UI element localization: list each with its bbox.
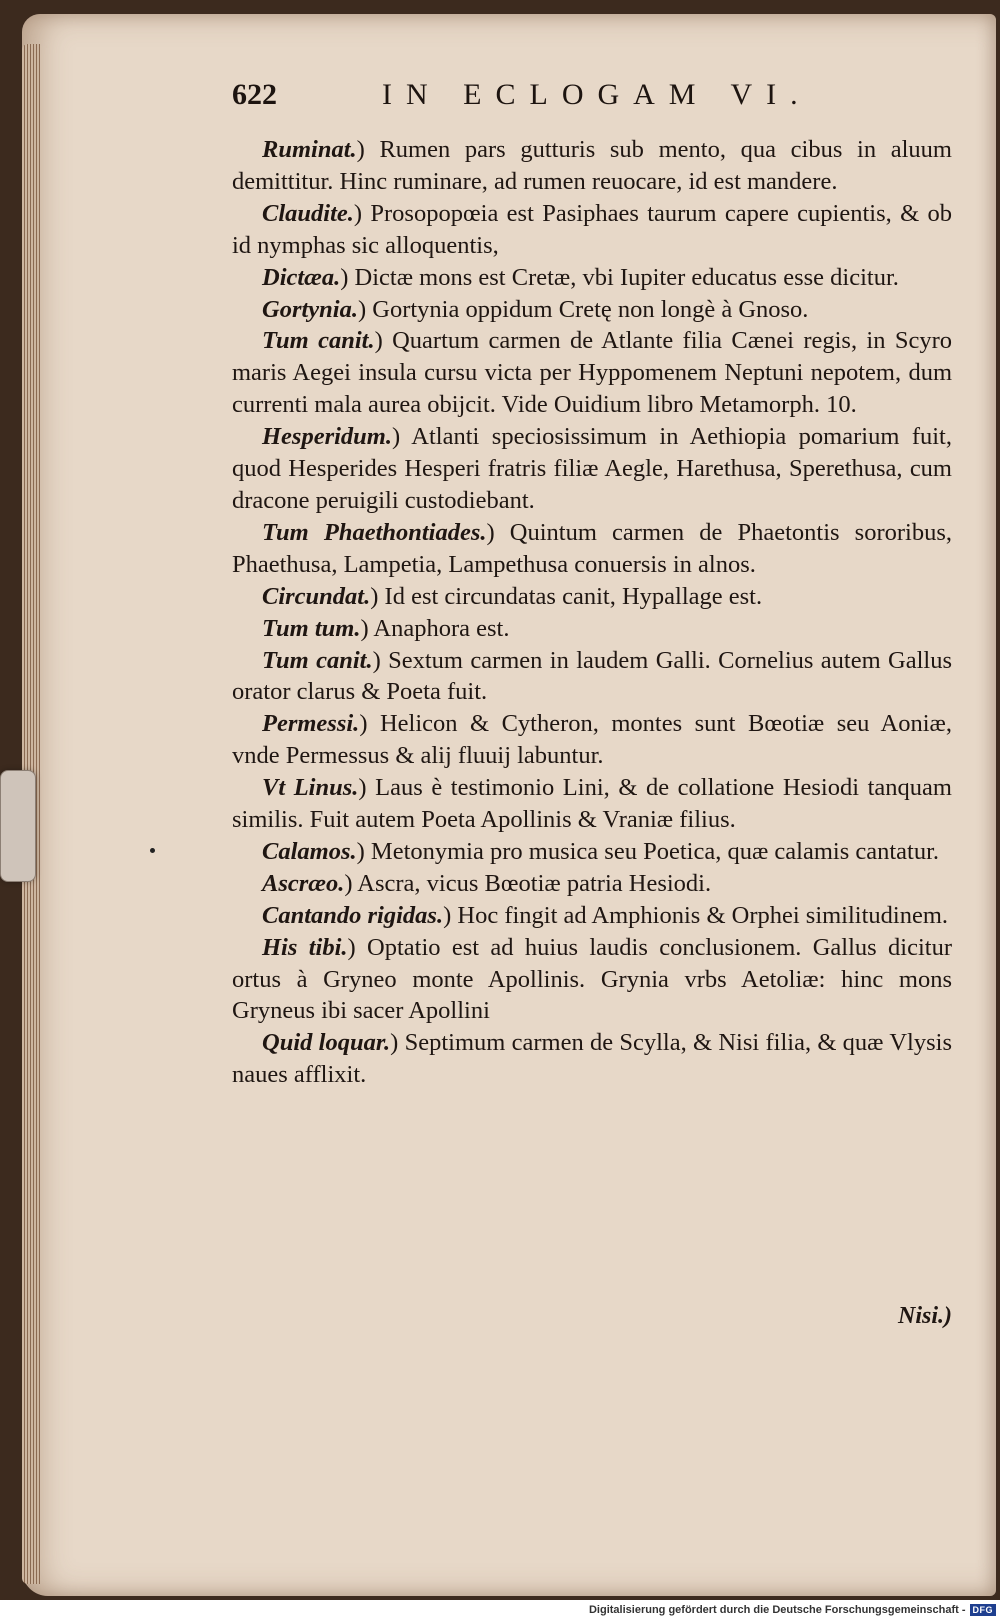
commentary-entry (232, 421, 952, 517)
entry-text: ) Helicon & Cytheron, montes sunt Bœotiæ seu Aoniæ, vnde Permessus & alij fluuij labuntur. (232, 710, 952, 770)
commentary-entry (232, 517, 952, 581)
entry-text: ) Gortynia oppidum Cretę non longè à Gnoso. (357, 295, 809, 323)
commentary-entry (232, 581, 952, 613)
entry-lemma: Gortynia. (262, 295, 358, 323)
entry-text: ) Anaphora est. (360, 614, 510, 642)
commentary-entry (232, 262, 952, 294)
entry-text: ) Quintum carmen de Phaetontis sororibus, Phaethusa, Lampetia, Lampethusa conuersis in alnos. (232, 518, 952, 578)
entry-lemma: Tum canit. (262, 327, 375, 355)
catchword: Nisi.) (898, 1303, 952, 1329)
entry-lemma: Cantando rigidas. (262, 901, 444, 929)
commentary-entry (232, 645, 952, 709)
commentary-entry (232, 932, 952, 1028)
dfg-logo: DFG (970, 1604, 997, 1616)
entry-lemma: Quid loquar. (262, 1029, 391, 1057)
commentary-entry (232, 708, 952, 772)
page-number: 622 (232, 78, 277, 111)
entry-lemma: Claudite. (262, 199, 354, 227)
entry-text: ) Quartum carmen de Atlante filia Cænei regis, in Scyro maris Aegei insula cursu victa per Hyppomenem Neptuni nepotem, dum currenti mala aurea obijcit. Vide Ouidium libro Metamorph. 10. (232, 327, 952, 419)
commentary-entry (232, 1027, 952, 1091)
running-head: IN ECLOGAM VI. (382, 78, 812, 111)
commentary-entry (232, 613, 952, 645)
entry-lemma: Tum tum. (262, 614, 361, 642)
entry-lemma: Vt Linus. (262, 774, 359, 802)
entry-text: ) Metonymia pro musica seu Poetica, quæ calamis cantatur. (356, 837, 940, 865)
entry-lemma: Tum canit. (262, 646, 373, 674)
commentary-entry (232, 772, 952, 836)
entry-text: ) Septimum carmen de Scylla, & Nisi filia, & quæ Vlysis naues afflixit. (232, 1029, 952, 1089)
commentary-entry (232, 900, 952, 932)
footer-credit: Digitalisierung gefördert durch die Deutsche Forschungsgemeinschaft - (588, 1603, 966, 1616)
entry-text: ) Sextum carmen in laudem Galli. Cornelius autem Gallus orator clarus & Poeta fuit. (232, 646, 952, 706)
entry-lemma: Dictæa. (262, 263, 341, 291)
entry-lemma: Tum Phaethontiades. (262, 518, 487, 546)
ink-dot (150, 848, 155, 853)
commentary-entry (232, 868, 952, 900)
entry-text: ) Ascra, vicus Bœotiæ patria Hesiodi. (344, 869, 712, 897)
entry-text: ) Hoc fingit ad Amphionis & Orphei similitudinem. (443, 901, 949, 929)
page-header (232, 78, 932, 128)
entry-text: ) Atlanti speciosissimum in Aethiopia pomarium fuit, quod Hesperides Hesperi fratris filiæ Aegle, Harethusa, Sperethusa, cum dracone peruigili custodiebant. (232, 423, 952, 514)
entry-lemma: His tibi. (262, 933, 348, 961)
entry-lemma: Permessi. (262, 710, 360, 738)
entry-lemma: Ascræo. (262, 869, 345, 897)
entry-text: ) Dictæ mons est Cretæ, vbi Iupiter educatus esse dicitur. (340, 263, 899, 291)
entry-text: ) Id est circundatas canit, Hypallage est. (370, 582, 763, 610)
entry-lemma: Circundat. (262, 582, 371, 610)
commentary-entry (232, 198, 952, 262)
entry-lemma: Calamos. (262, 837, 357, 865)
commentary-entry (232, 325, 952, 421)
page-marker-tab (0, 770, 36, 882)
entry-text: ) Rumen pars gutturis sub mento, qua cibus in aluum demittitur. Hinc ruminare, ad rumen reuocare, id est mandere. (232, 136, 952, 195)
entry-text: ) Optatio est ad huius laudis conclusionem. Gallus dicitur ortus à Gryneo monte Apollinis. Grynia vrbs Aetoliæ: hinc mons Gryneus ibi sacer Apollini (232, 933, 952, 1025)
footer (0, 1600, 1000, 1619)
entry-lemma: Hesperidum. (262, 423, 392, 451)
entry-text: ) Prosopopœia est Pasiphaes taurum capere cupientis, & ob id nymphas sic alloquentis, (232, 199, 952, 259)
commentary-entry (232, 134, 952, 198)
commentary-entry (232, 294, 952, 326)
commentary-entry (232, 836, 952, 868)
entry-text: ) Laus è testimonio Lini, & de collatione Hesiodi tanquam similis. Fuit autem Poeta Apollinis & Vraniæ filius. (232, 774, 952, 834)
entry-lemma: Ruminat. (262, 136, 357, 163)
commentary-text (232, 134, 952, 1091)
